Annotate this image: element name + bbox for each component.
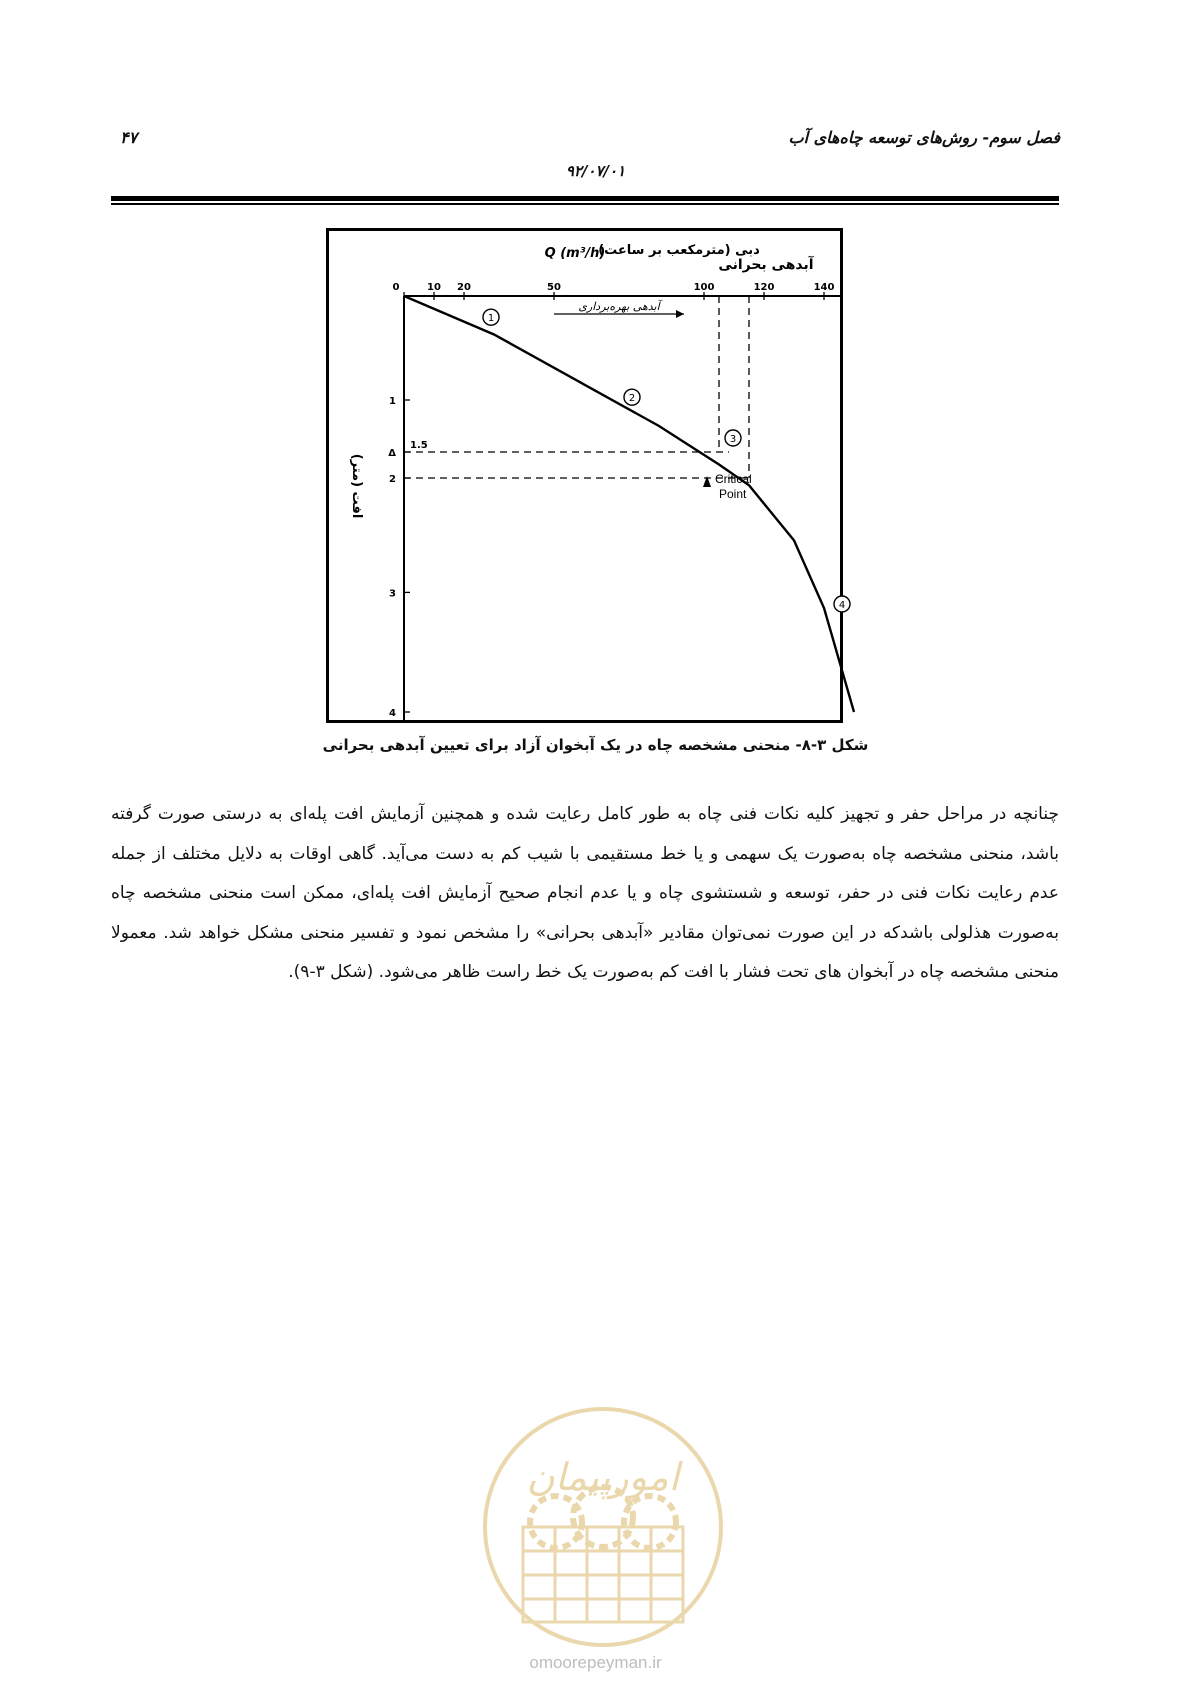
chapter-title: فصل سوم- روش‌های توسعه چاه‌های آب xyxy=(788,128,1060,147)
x-tick-label: 50 xyxy=(547,282,561,293)
y-axis-label: افت (متر) xyxy=(349,453,364,519)
header-rule-thin xyxy=(111,203,1059,205)
y-tick-label: 1 xyxy=(389,396,396,407)
y-tick-label: 2 xyxy=(389,474,396,485)
x-tick-label: 140 xyxy=(813,282,835,293)
critical-point-label-line1: Critical xyxy=(715,472,752,486)
y-tick-label: 4 xyxy=(389,708,396,719)
well-characteristic-chart xyxy=(329,231,846,720)
point-markers xyxy=(483,309,850,612)
critical-discharge-label: آبدهی بحرانی xyxy=(718,257,814,273)
characteristic-curve xyxy=(404,296,854,712)
point-marker-label: 3 xyxy=(729,434,737,445)
operational-discharge-label: آبدهی بهره‌برداری xyxy=(578,300,660,313)
x-tick-label: 20 xyxy=(457,282,471,293)
date-stamp: ۹۲/۰۷/۰۱ xyxy=(565,162,626,180)
x-tick-label: 0 xyxy=(392,282,400,293)
body-paragraph: چنانچه در مراحل حفر و تجهیز کلیه نکات فنی چاه به طور کامل رعایت شده و همچنین آزمایش افت پله‌ای به درستی صورت گرفته باشد، منحنی مشخصه چاه به‌صورت یک سهمی و یا خط مستقیمی با شیب کم به دست می‌آید. گاهی اوقات به دلایل مختلف از جمله عدم رعایت نکات فنی در حفر، توسعه و شستشوی چاه و یا عدم انجام صحیح آزمایش افت پله‌ای، ممکن است منحنی مشخصه چاه به‌صورت هذلولی باشدکه در این صورت نمی‌توان مقادیر «آبدهی بحرانی» را مشخص نمود و تفسیر منحنی مشکل خواهد شد. معمولا منحنی مشخصه چاه در آبخوان های تحت فشار با افت کم به‌صورت یک خط راست ظاهر می‌شود. (شکل ۳-۹). xyxy=(111,804,1059,982)
body-text xyxy=(111,795,1059,993)
point-marker-label: 4 xyxy=(838,600,846,611)
x-tick-label: 100 xyxy=(693,282,715,293)
page-number: ۴۷ xyxy=(120,128,138,147)
y-annotation-label: 1.5 xyxy=(410,440,428,451)
y-ticks xyxy=(388,396,428,719)
x-ticks xyxy=(393,282,835,300)
figure-caption: شکل ۳-۸- منحنی مشخصه چاه در یک آبخوان آزاد برای تعیین آبدهی بحرانی xyxy=(322,736,869,754)
x-tick-label: 120 xyxy=(753,282,775,293)
y-tick-label: 3 xyxy=(389,588,396,600)
x-axis-title: دبی (مترمکعب بر ساعت) xyxy=(598,243,760,258)
x-axis-title-symbol: Q (m³/h) xyxy=(544,246,606,261)
header-rule-thick xyxy=(111,196,1059,201)
watermark-grid xyxy=(523,1527,683,1622)
x-tick-label: 10 xyxy=(427,282,441,293)
point-marker-label: 1 xyxy=(487,313,495,325)
point-marker-label: 2 xyxy=(628,393,636,405)
operational-discharge-arrowhead xyxy=(676,310,684,318)
watermark-website: omoorepeyman.ir xyxy=(529,1653,662,1672)
watermark-brand-lettering: امورپیمان xyxy=(526,1455,680,1499)
watermark-logo xyxy=(478,1402,728,1652)
figure-frame xyxy=(326,228,846,723)
critical-point-label-line2: Point xyxy=(719,487,747,501)
y-tick-label: Δ xyxy=(388,448,396,459)
